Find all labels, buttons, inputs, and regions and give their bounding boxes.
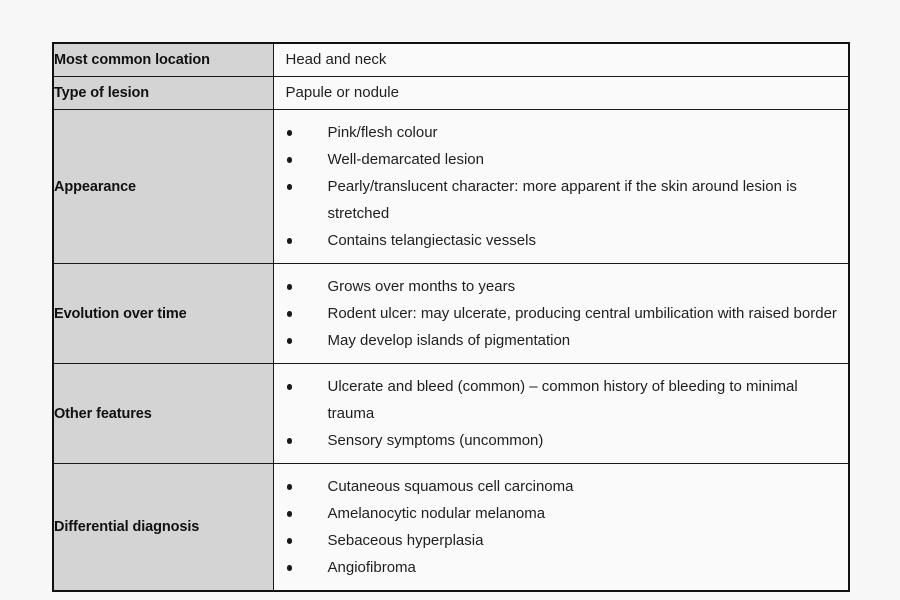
row-label-most-common-location: Most common location (53, 43, 273, 77)
list-item: Contains telangiectasic vessels (274, 227, 839, 254)
row-label-evolution-over-time: Evolution over time (53, 264, 273, 364)
value-text: Head and neck (285, 51, 387, 68)
table-row (53, 43, 849, 77)
list-item: Well-demarcated lesion (274, 146, 839, 173)
clinical-features-table (52, 42, 850, 592)
bullet-list (274, 464, 849, 590)
list-item: Pink/flesh colour (274, 119, 839, 146)
list-item: Sebaceous hyperplasia (274, 527, 839, 554)
bullet-list (274, 110, 849, 263)
row-value-evolution-over-time (273, 264, 849, 364)
list-item: Ulcerate and bleed (common) – common history of bleeding to minimal trauma (274, 373, 839, 427)
table-row (53, 110, 849, 264)
table-row (53, 464, 849, 592)
value-text: Papule or nodule (285, 84, 399, 101)
row-label-differential-diagnosis: Differential diagnosis (53, 464, 273, 592)
list-item: Angiofibroma (274, 554, 839, 581)
bullet-list (274, 364, 849, 463)
table-container (52, 42, 848, 592)
list-item: May develop islands of pigmentation (274, 327, 839, 354)
row-value-type-of-lesion (273, 77, 849, 110)
row-label-other-features: Other features (53, 364, 273, 464)
row-value-differential-diagnosis (273, 464, 849, 592)
list-item: Rodent ulcer: may ulcerate, producing central umbilication with raised border (274, 300, 839, 327)
row-value-appearance (273, 110, 849, 264)
table-row (53, 77, 849, 110)
row-value-most-common-location (273, 43, 849, 77)
bullet-list (274, 264, 849, 363)
table-row (53, 364, 849, 464)
list-item: Amelanocytic nodular melanoma (274, 500, 839, 527)
list-item: Cutaneous squamous cell carcinoma (274, 473, 839, 500)
list-item: Pearly/translucent character: more apparent if the skin around lesion is stretched (274, 173, 839, 227)
list-item: Grows over months to years (274, 273, 839, 300)
row-label-appearance: Appearance (53, 110, 273, 264)
row-value-other-features (273, 364, 849, 464)
list-item: Sensory symptoms (uncommon) (274, 427, 839, 454)
table-row (53, 264, 849, 364)
row-label-type-of-lesion: Type of lesion (53, 77, 273, 110)
